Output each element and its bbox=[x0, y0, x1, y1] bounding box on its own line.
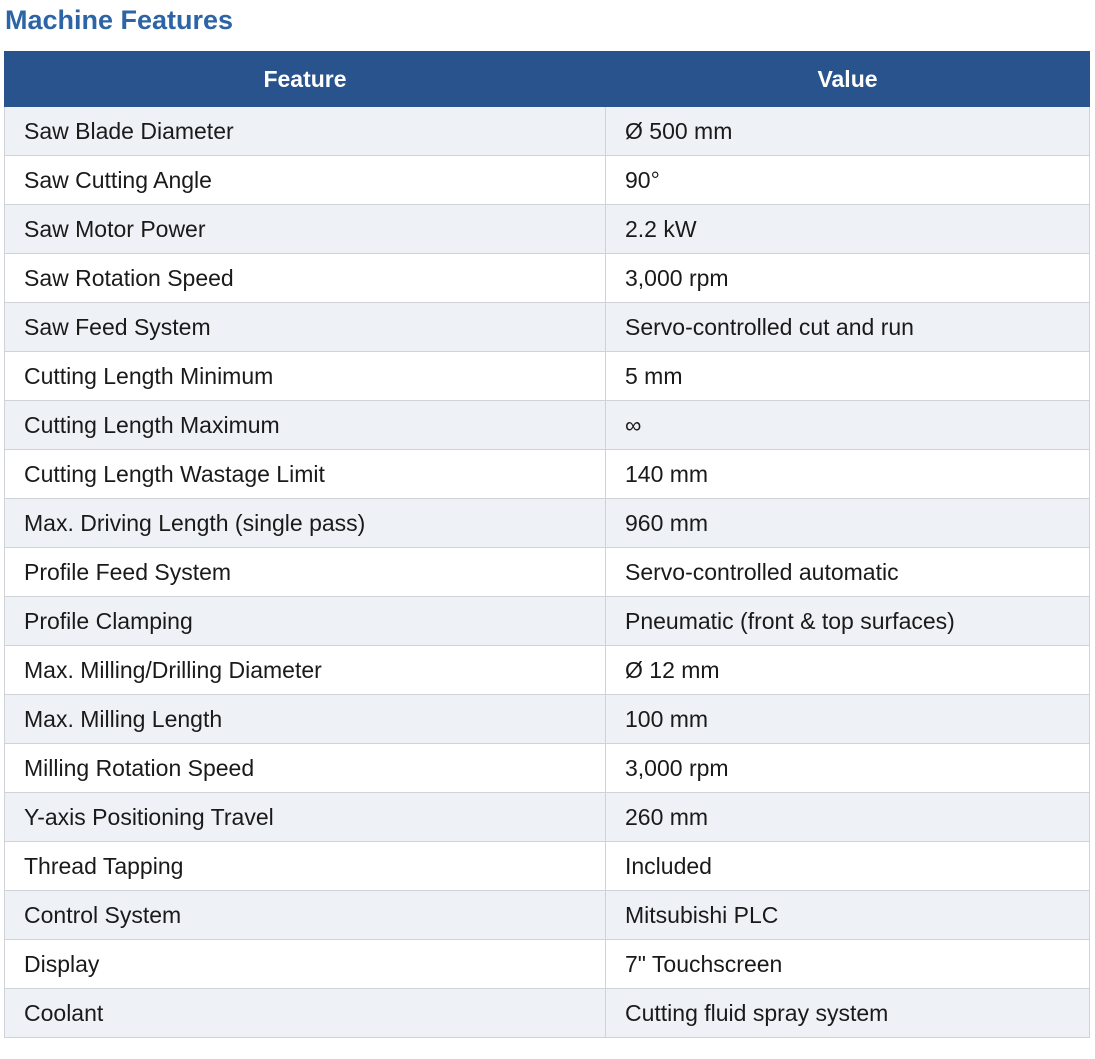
page-title: Machine Features bbox=[5, 5, 234, 35]
value-cell: 90° bbox=[606, 156, 1090, 205]
feature-cell: Saw Rotation Speed bbox=[5, 254, 606, 303]
table-body bbox=[5, 107, 1090, 1038]
value-cell: Pneumatic (front & top surfaces) bbox=[606, 597, 1090, 646]
table-row bbox=[5, 450, 1090, 499]
feature-cell: Saw Blade Diameter bbox=[5, 107, 606, 156]
feature-cell: Cutting Length Minimum bbox=[5, 352, 606, 401]
feature-cell: Control System bbox=[5, 891, 606, 940]
feature-cell: Max. Driving Length (single pass) bbox=[5, 499, 606, 548]
table-row bbox=[5, 499, 1090, 548]
value-cell: 260 mm bbox=[606, 793, 1090, 842]
column-header-value: Value bbox=[606, 52, 1090, 107]
value-cell: Ø 12 mm bbox=[606, 646, 1090, 695]
value-cell: ∞ bbox=[606, 401, 1090, 450]
value-cell: 100 mm bbox=[606, 695, 1090, 744]
table-row bbox=[5, 205, 1090, 254]
value-cell: Included bbox=[606, 842, 1090, 891]
feature-cell: Y-axis Positioning Travel bbox=[5, 793, 606, 842]
table-row bbox=[5, 989, 1090, 1038]
table-header-row bbox=[5, 52, 1090, 107]
feature-cell: Thread Tapping bbox=[5, 842, 606, 891]
table-row bbox=[5, 107, 1090, 156]
feature-cell: Cutting Length Wastage Limit bbox=[5, 450, 606, 499]
table-row bbox=[5, 891, 1090, 940]
feature-cell: Saw Motor Power bbox=[5, 205, 606, 254]
feature-cell: Profile Feed System bbox=[5, 548, 606, 597]
feature-cell: Saw Feed System bbox=[5, 303, 606, 352]
feature-cell: Coolant bbox=[5, 989, 606, 1038]
feature-cell: Milling Rotation Speed bbox=[5, 744, 606, 793]
table-row bbox=[5, 744, 1090, 793]
value-cell: Servo-controlled automatic bbox=[606, 548, 1090, 597]
value-cell: 2.2 kW bbox=[606, 205, 1090, 254]
value-cell: 7" Touchscreen bbox=[606, 940, 1090, 989]
feature-cell: Max. Milling Length bbox=[5, 695, 606, 744]
table-row bbox=[5, 793, 1090, 842]
machine-features-table bbox=[4, 51, 1090, 1038]
table-row bbox=[5, 401, 1090, 450]
table-row bbox=[5, 254, 1090, 303]
table-row bbox=[5, 352, 1090, 401]
table-row bbox=[5, 842, 1090, 891]
value-cell: Cutting fluid spray system bbox=[606, 989, 1090, 1038]
table-row bbox=[5, 597, 1090, 646]
feature-cell: Cutting Length Maximum bbox=[5, 401, 606, 450]
value-cell: 3,000 rpm bbox=[606, 744, 1090, 793]
feature-cell: Display bbox=[5, 940, 606, 989]
feature-cell: Max. Milling/Drilling Diameter bbox=[5, 646, 606, 695]
value-cell: 140 mm bbox=[606, 450, 1090, 499]
feature-cell: Saw Cutting Angle bbox=[5, 156, 606, 205]
feature-cell: Profile Clamping bbox=[5, 597, 606, 646]
table-row bbox=[5, 156, 1090, 205]
value-cell: Ø 500 mm bbox=[606, 107, 1090, 156]
value-cell: 960 mm bbox=[606, 499, 1090, 548]
value-cell: Mitsubishi PLC bbox=[606, 891, 1090, 940]
column-header-feature: Feature bbox=[5, 52, 606, 107]
table-row bbox=[5, 548, 1090, 597]
value-cell: 5 mm bbox=[606, 352, 1090, 401]
table-row bbox=[5, 695, 1090, 744]
table-row bbox=[5, 646, 1090, 695]
table-row bbox=[5, 303, 1090, 352]
table-row bbox=[5, 940, 1090, 989]
value-cell: Servo-controlled cut and run bbox=[606, 303, 1090, 352]
value-cell: 3,000 rpm bbox=[606, 254, 1090, 303]
